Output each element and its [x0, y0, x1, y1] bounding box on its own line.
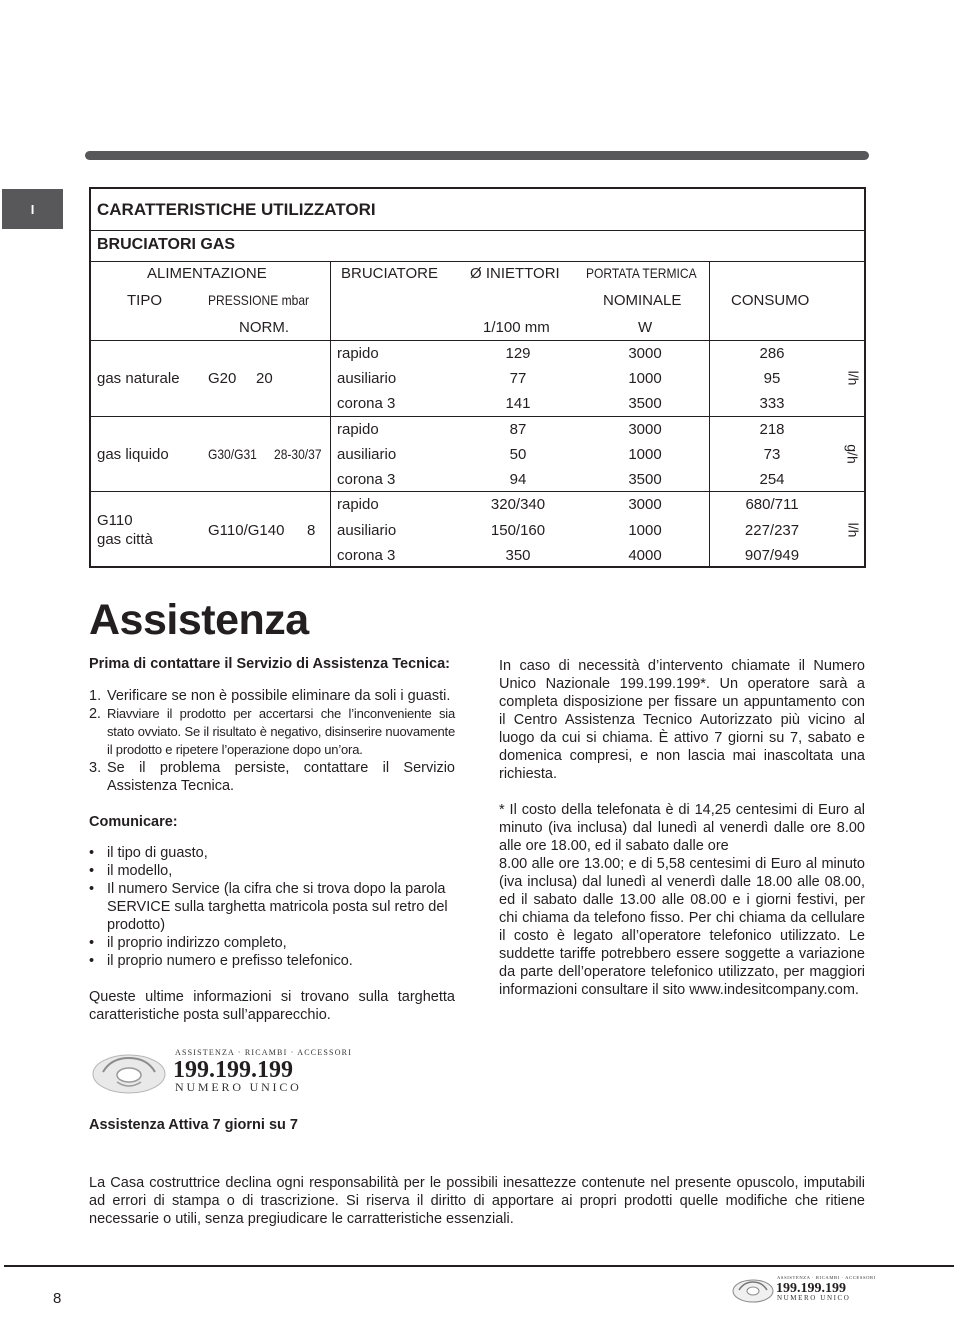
table-subtitle: BRUCIATORI GAS — [97, 236, 236, 253]
group-tipo: gas liquido — [97, 446, 169, 463]
header-norm: NORM. — [239, 319, 289, 336]
logo-number: 199.199.199 — [173, 1057, 293, 1083]
group-unit: l/h — [845, 522, 862, 538]
row-iniettori: 320/340 — [490, 496, 546, 513]
steps-list — [89, 687, 455, 795]
row-bruciatore: ausiliario — [337, 370, 397, 387]
row-bruciatore: corona 3 — [337, 395, 396, 412]
row-bruciatore: rapido — [337, 421, 379, 438]
service-paragraph: In caso di necessità d’intervento chiamate il Numero Unico Nazionale 199.199.199*. Un operatore sarà a completa disposizione per fissare un appuntamento con il Centro Assistenza Tecnico Autorizzato più vicino al luogo da cui si chiama. È attivo 7 giorni su 7, sabato e domenica compresi, e non lascia mai inascoltata una richiesta. — [499, 658, 865, 782]
row-divider — [91, 340, 864, 341]
list-item — [89, 687, 455, 705]
bullet: • — [89, 935, 95, 951]
note-text: Queste ultime informazioni si trovano sulla targhetta caratteristiche posta sull’apparecchio. — [89, 989, 455, 1023]
bullet-text: Il numero Service (la cifra che si trova dopo la parola SERVICE sulla targhetta matricola posta sul retro del prodotto) — [107, 881, 448, 933]
column-divider — [709, 261, 710, 566]
bullet-text: il tipo di guasto, — [107, 845, 208, 861]
row-iniettori: 129 — [505, 345, 531, 362]
assistance-right-column — [499, 657, 865, 999]
row-consumo: 907/949 — [744, 547, 800, 564]
row-portata: 3000 — [628, 421, 662, 438]
group-tipo: G110 — [97, 512, 133, 529]
language-tab: I — [2, 189, 63, 229]
row-consumo: 73 — [763, 446, 781, 463]
page-number: 8 — [53, 1290, 62, 1307]
header-portata: PORTATA TERMICA — [586, 265, 697, 281]
logo-bottom-text: NUMERO UNICO — [175, 1080, 302, 1094]
bullet: • — [89, 953, 95, 969]
row-iniettori: 50 — [509, 446, 527, 463]
bullet-text: il proprio indirizzo completo, — [107, 935, 287, 951]
group-unit: g/h — [844, 444, 861, 464]
list-item — [89, 759, 455, 795]
row-consumo: 218 — [759, 421, 785, 438]
header-nominale: NOMINALE — [603, 292, 682, 309]
list-item — [89, 880, 455, 934]
header-pressione: PRESSIONE mbar — [208, 292, 310, 308]
assistance-left-column — [89, 655, 455, 1024]
row-consumo: 227/237 — [744, 522, 800, 539]
row-bruciatore: corona 3 — [337, 471, 396, 488]
table-subtitle-row — [91, 230, 864, 262]
group-pressione: 28-30/37 — [274, 446, 322, 462]
row-portata: 1000 — [628, 370, 662, 387]
header-portata-unit: W — [638, 319, 653, 336]
group-gas: G20 — [208, 370, 237, 387]
row-iniettori: 77 — [509, 370, 527, 387]
logo-top-text: ASSISTENZA · RICAMBI · ACCESSORI — [777, 1275, 876, 1280]
cost-paragraph-continued: 8.00 alle ore 13.00; e di 5,58 centesimi di Euro al minuto (iva inclusa) dal lunedì al venerdì dalle 18.00 alle 08.00, ed il sabato dalle 13.00 alle 08.00 e i giorni festivi, per chi chiama da telefono fisso. Per chi chiama da cellulare il costo è legato all’operatore telefonico utilizzato. Le suddette tariffe potrebbero essere soggette a variazione da parte dell’operatore telefonico utilizzato, per maggiori informazioni consultare il sito www.indesitcompany.com. — [499, 856, 865, 998]
numero-unico-logo-small — [731, 1272, 876, 1304]
cost-paragraph: * Il costo della telefonata è di 14,25 centesimi di Euro al minuto (iva inclusa) dal lunedì al venerdì dalle ore 8.00 alle ore 18.00, ed il sabato dalle ore — [499, 802, 865, 854]
row-bruciatore: ausiliario — [337, 446, 397, 463]
step-number: 3. — [89, 760, 102, 776]
list-item — [89, 952, 455, 970]
row-portata: 3000 — [628, 496, 662, 513]
burner-specs-table — [89, 187, 866, 568]
group-tipo: gas naturale — [97, 370, 180, 387]
row-portata: 1000 — [628, 522, 662, 539]
bullet-text: il modello, — [107, 863, 173, 879]
row-iniettori: 94 — [509, 471, 527, 488]
list-item — [89, 705, 455, 759]
row-bruciatore: rapido — [337, 496, 379, 513]
group-gas: G30/G31 — [208, 446, 257, 462]
row-iniettori: 150/160 — [490, 522, 546, 539]
list-item — [89, 934, 455, 952]
row-divider — [91, 491, 864, 492]
group-pressione: 8 — [307, 522, 316, 539]
row-portata: 1000 — [628, 446, 662, 463]
group-gas: G110/G140 — [208, 522, 285, 539]
comunicare-label: Comunicare: — [89, 814, 178, 830]
table-title-row — [91, 189, 864, 231]
row-bruciatore: ausiliario — [337, 522, 397, 539]
header-alimentazione: ALIMENTAZIONE — [147, 265, 267, 282]
header-iniettori: Ø INIETTORI — [470, 265, 560, 282]
logo-number: 199.199.199 — [776, 1281, 846, 1296]
step-number: 1. — [89, 688, 102, 704]
info-list — [89, 844, 455, 970]
disclaimer: La Casa costruttrice declina ogni responsabilità per le possibili inesattezze contenute nel presente opuscolo, imputabili ad errori di stampa o di trascrizione. Si riserva il diritto di apportare ai propri prodotti quelle modifiche che ritiene necessarie o utili, senza pregiudicare le carratteristiche essenziali. — [89, 1175, 865, 1227]
row-bruciatore: rapido — [337, 345, 379, 362]
row-consumo: 95 — [763, 370, 781, 387]
header-consumo: CONSUMO — [731, 292, 810, 309]
list-item — [89, 844, 455, 862]
section-heading: Assistenza — [89, 596, 309, 644]
intro-text: Prima di contattare il Servizio di Assistenza Tecnica: — [89, 656, 451, 672]
row-consumo: 286 — [759, 345, 785, 362]
row-portata: 3500 — [628, 471, 662, 488]
column-divider — [330, 261, 331, 566]
group-pressione: 20 — [256, 370, 273, 387]
header-rule — [85, 151, 869, 160]
header-bruciatore: BRUCIATORE — [341, 265, 438, 282]
row-iniettori: 350 — [505, 547, 531, 564]
bullet-text: il proprio numero e prefisso telefonico. — [107, 953, 353, 969]
phone-icon — [733, 1280, 773, 1302]
header-tipo: TIPO — [127, 292, 163, 309]
step-text: Riavviare il prodotto per accertarsi che l’inconveniente sia stato ovviato. Se il risultato è negativo, disinserire nuovamente il prodotto e ripetere l’operazione dopo un’ora. — [107, 706, 455, 757]
numero-unico-logo — [89, 1042, 353, 1098]
bullet: • — [89, 863, 95, 879]
step-text: Verificare se non è possibile eliminare da soli i guasti. — [107, 688, 451, 704]
step-text: Se il problema persiste, contattare il Servizio Assistenza Tecnica. — [107, 760, 455, 794]
bullet: • — [89, 881, 95, 897]
logo-bottom-text: NUMERO UNICO — [777, 1294, 851, 1302]
step-number: 2. — [89, 706, 101, 722]
group-tipo: gas città — [97, 531, 153, 548]
phone-icon — [93, 1055, 165, 1093]
row-consumo: 680/711 — [745, 496, 799, 513]
list-item — [89, 862, 455, 880]
row-portata: 3000 — [628, 345, 662, 362]
table-title: CARATTERISTICHE UTILIZZATORI — [97, 200, 376, 219]
group-unit: l/h — [845, 370, 862, 386]
header-iniettori-unit: 1/100 mm — [483, 319, 550, 336]
row-bruciatore: corona 3 — [337, 547, 396, 564]
row-divider — [91, 416, 864, 417]
row-consumo: 254 — [759, 471, 785, 488]
bullet: • — [89, 845, 95, 861]
assistance-active-note: Assistenza Attiva 7 giorni su 7 — [89, 1117, 298, 1133]
logo-top-text: ASSISTENZA · RICAMBI · ACCESSORI — [175, 1048, 353, 1057]
footer-rule — [4, 1265, 954, 1267]
row-iniettori: 87 — [509, 421, 527, 438]
row-consumo: 333 — [759, 395, 785, 412]
row-portata: 4000 — [628, 547, 662, 564]
row-portata: 3500 — [628, 395, 662, 412]
row-iniettori: 141 — [505, 395, 531, 412]
